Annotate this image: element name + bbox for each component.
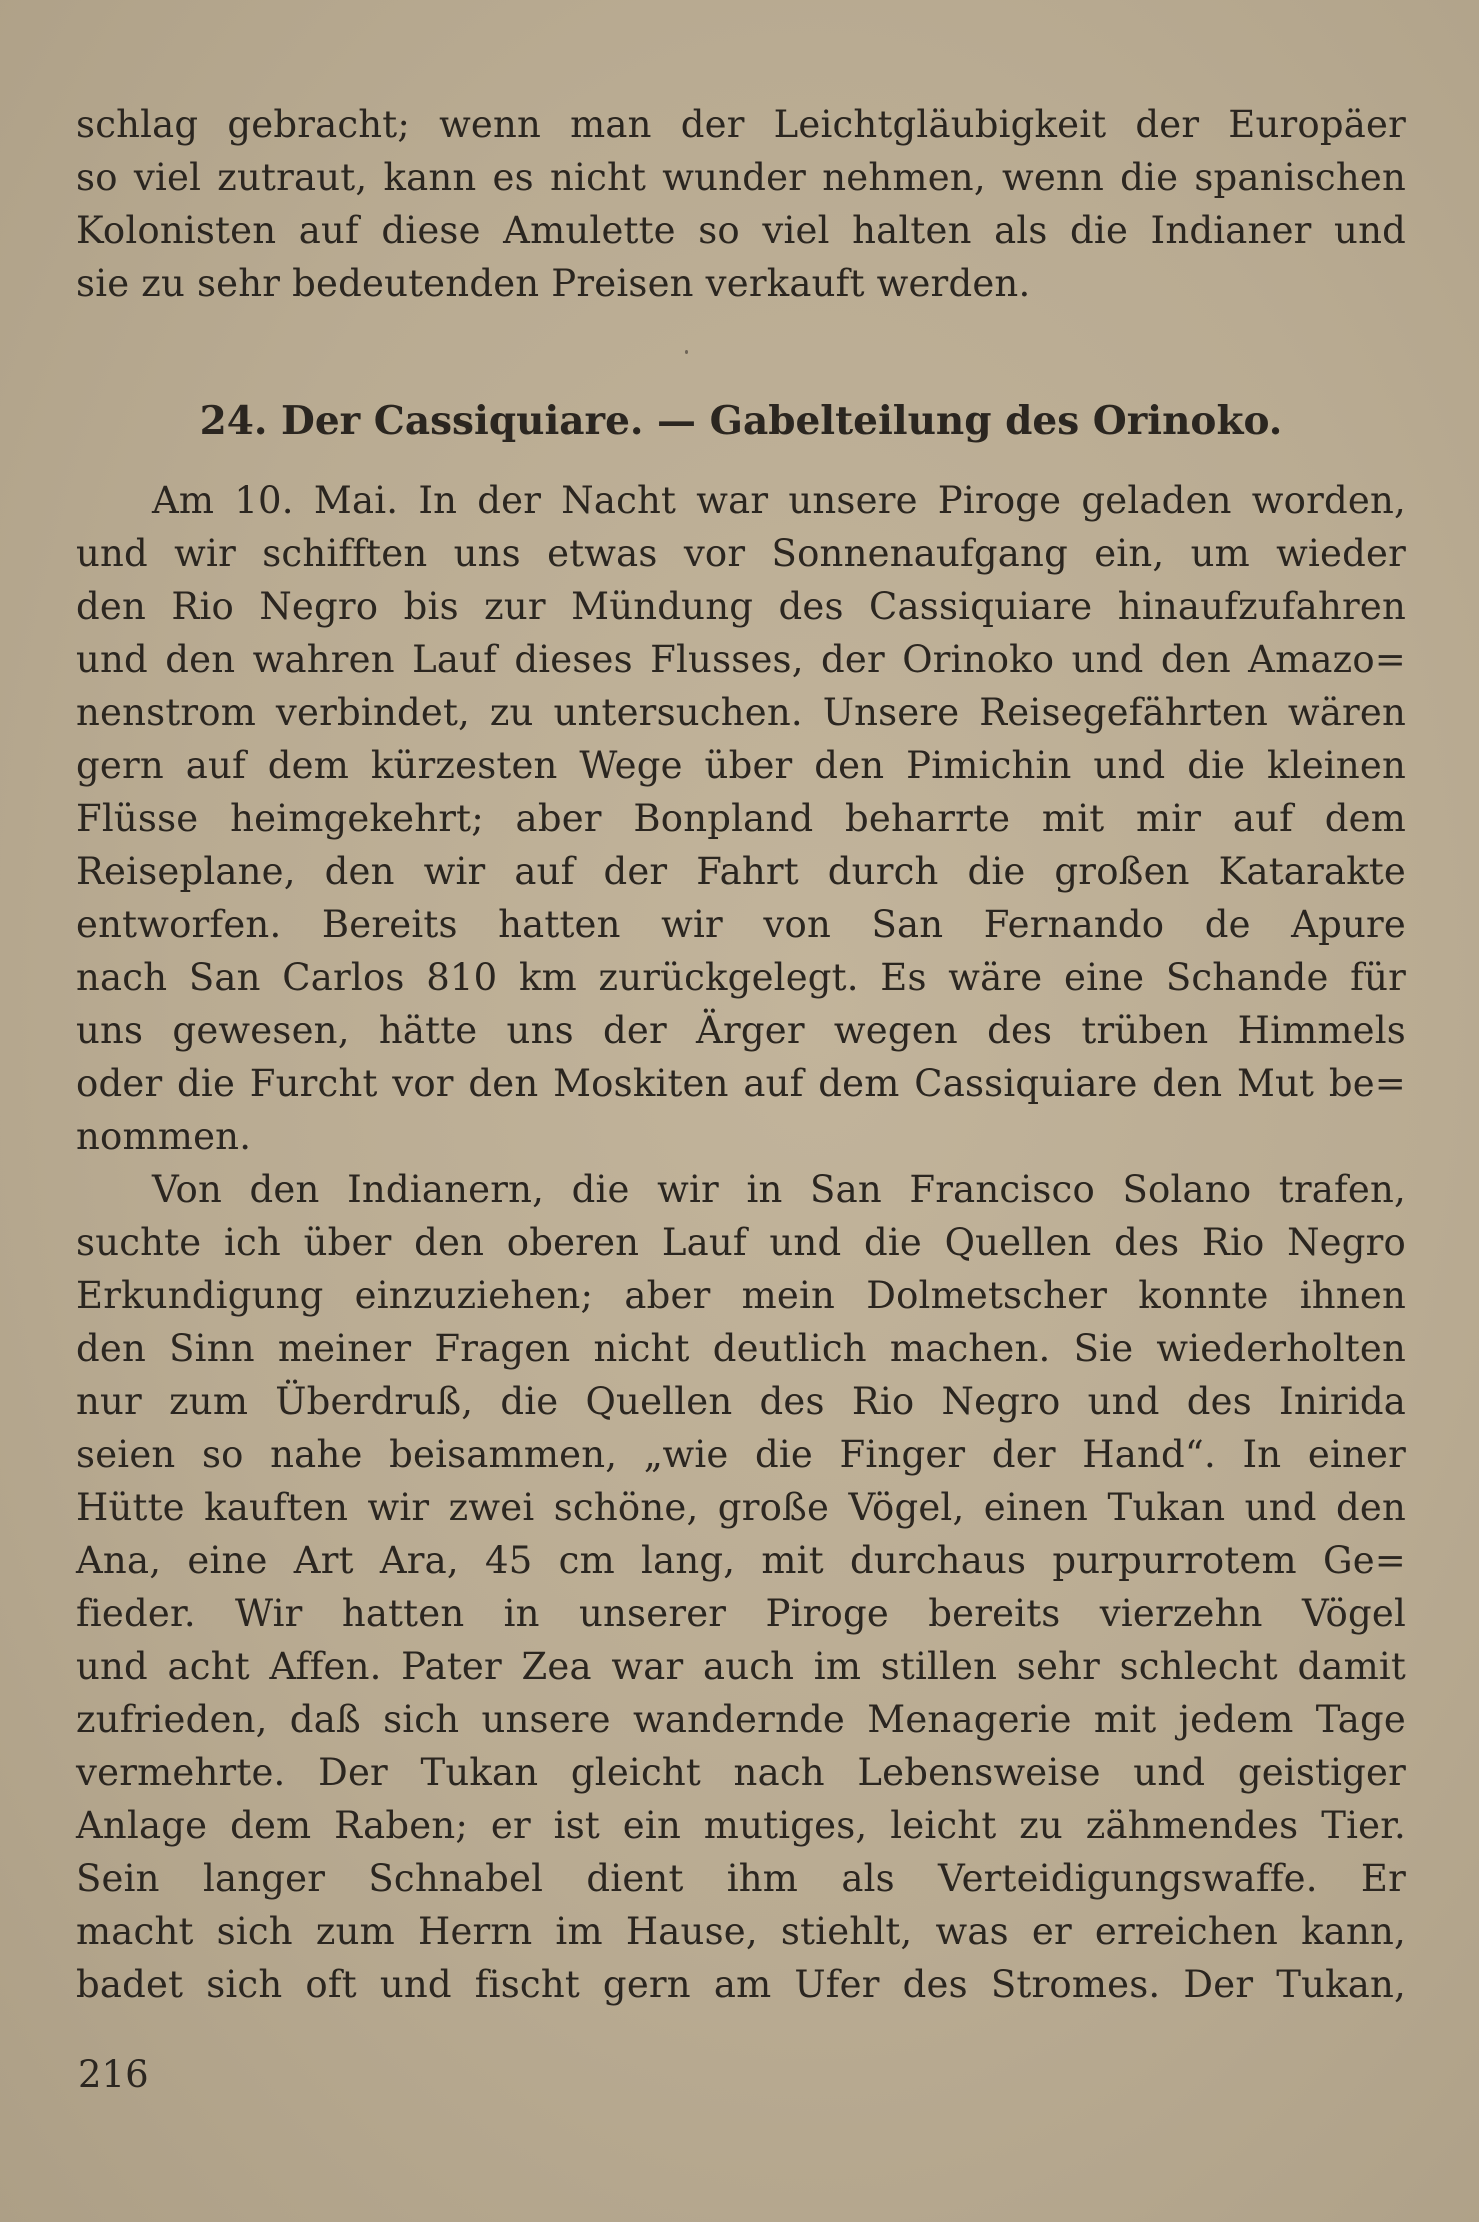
text-line: seien so nahe beisammen, „wie die Finger der Hand“. In einer <box>76 1433 1406 1476</box>
text-line: so viel zutraut, kann es nicht wunder nehmen, wenn die spanischen <box>76 156 1406 199</box>
text-line: den Rio Negro bis zur Mündung des Cassiquiare hinaufzufahren <box>76 585 1406 628</box>
chapter-heading: 24. Der Cassiquiare. — Gabelteilung des Orinoko. <box>199 398 1283 444</box>
text-line: nur zum Überdruß, die Quellen des Rio Negro und des Inirida <box>76 1380 1406 1423</box>
top-paragraph <box>76 98 1406 310</box>
text-line: Kolonisten auf diese Amulette so viel halten als die Indianer und <box>76 209 1406 252</box>
text-line: zufrieden, daß sich unsere wandernde Menagerie mit jedem Tage <box>76 1698 1406 1741</box>
text-line: Reiseplane, den wir auf der Fahrt durch die großen Katarakte <box>76 850 1406 893</box>
text-line: Ana, eine Art Ara, 45 cm lang, mit durchaus purpurrotem Ge= <box>76 1539 1406 1582</box>
text-line: Sein langer Schnabel dient ihm als Verteidigungswaffe. Er <box>76 1857 1406 1900</box>
text-line: entworfen. Bereits hatten wir von San Fernando de Apure <box>76 903 1406 946</box>
text-line: nommen. <box>76 1115 252 1158</box>
text-line: und wir schifften uns etwas vor Sonnenaufgang ein, um wieder <box>76 532 1406 575</box>
text-line: suchte ich über den oberen Lauf und die Quellen des Rio Negro <box>76 1221 1406 1264</box>
paper-speck <box>685 350 688 354</box>
text-line: Von den Indianern, die wir in San Francisco Solano trafen, <box>152 1168 1406 1211</box>
text-line: fieder. Wir hatten in unserer Piroge bereits vierzehn Vögel <box>76 1592 1406 1635</box>
text-line: oder die Furcht vor den Moskiten auf dem Cassiquiare den Mut be= <box>76 1062 1406 1105</box>
text-line: Flüsse heimgekehrt; aber Bonpland beharrte mit mir auf dem <box>76 797 1406 840</box>
text-line: Erkundigung einzuziehen; aber mein Dolmetscher konnte ihnen <box>76 1274 1406 1317</box>
text-line: und acht Affen. Pater Zea war auch im stillen sehr schlecht damit <box>76 1645 1406 1688</box>
text-line: nach San Carlos 810 km zurückgelegt. Es wäre eine Schande für <box>76 956 1406 999</box>
text-line: uns gewesen, hätte uns der Ärger wegen des trüben Himmels <box>76 1009 1406 1052</box>
text-line: nenstrom verbindet, zu untersuchen. Unsere Reisegefährten wären <box>76 691 1406 734</box>
text-line: sie zu sehr bedeutenden Preisen verkauft werden. <box>76 262 1031 305</box>
text-line: Hütte kauften wir zwei schöne, große Vögel, einen Tukan und den <box>76 1486 1406 1529</box>
page-number: 216 <box>78 2053 149 2096</box>
text-line: Anlage dem Raben; er ist ein mutiges, leicht zu zähmendes Tier. <box>76 1804 1406 1847</box>
text-line: vermehrte. Der Tukan gleicht nach Lebensweise und geistiger <box>76 1751 1406 1794</box>
text-line: gern auf dem kürzesten Wege über den Pimichin und die kleinen <box>76 744 1406 787</box>
text-line: Am 10. Mai. In der Nacht war unsere Piroge geladen worden, <box>152 479 1406 522</box>
paragraph-1 <box>76 474 1406 1163</box>
paragraph-2 <box>76 1163 1406 2011</box>
text-line: schlag gebracht; wenn man der Leichtgläubigkeit der Europäer <box>76 103 1406 146</box>
text-line: macht sich zum Herrn im Hause, stiehlt, was er erreichen kann, <box>76 1910 1406 1953</box>
text-line: badet sich oft und fischt gern am Ufer des Stromes. Der Tukan, <box>76 1963 1406 2006</box>
text-line: den Sinn meiner Fragen nicht deutlich machen. Sie wiederholten <box>76 1327 1406 1370</box>
text-line: und den wahren Lauf dieses Flusses, der Orinoko und den Amazo= <box>76 638 1406 681</box>
